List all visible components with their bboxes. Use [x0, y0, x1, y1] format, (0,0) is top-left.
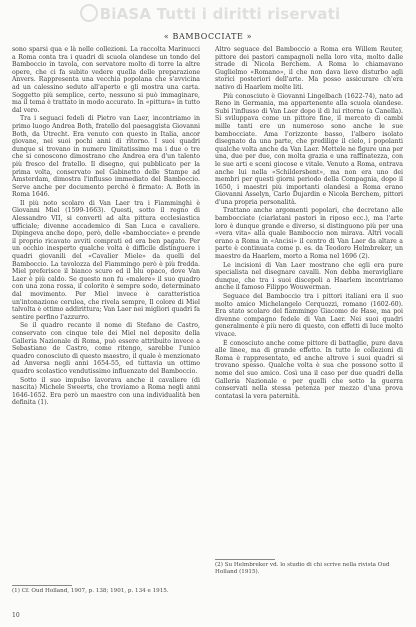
left-column [12, 46, 200, 407]
paragraph: Se il quadro recante il nome di Stefano de Castro, conservato con cinque tele dei Miel nel deposito della Galleria Nazionale di Roma, può essere attribuito invece a Sebastiano de Castro, come ritengo, sarebbe l'unico quadro conosciuto di questo maestro, il quale è menzionato ad Anversa negli anni 1654-55, ed tuttavia un ottimo quadro scolastico vendutissimo influenzato del Bamboccio. [12, 322, 200, 375]
paragraph: Trattano anche argomenti popolari, che decretano alle bambocciate (ciarlatani pastori in riposo ecc.), ma l'arte loro è dunque grande e diverso, si distinguono più per una «vera vita» alla quale Bamboccio non mirava. Altri vocali erano a Roma in «Ancisi» il centro di Van Laer da altare a parte è continuata come p. es. da Teodoro Helmbreker, un maestro da Haarlem, morto a Roma nel 1696 (2). [215, 207, 403, 261]
biasa-logo-icon [80, 4, 98, 22]
footnote-divider [12, 585, 72, 586]
paragraph: Sotto il suo impulso lavorava anche il cavaliere (di nascita) Michele Sweerts, che troviamo a Roma negli anni 1646-1652. Era però un maestro con una individualità ben definita (1). [12, 376, 200, 407]
paragraph: Più conosciuto è Giovanni Lingelbach (1622-74), nato ad Reno in Germania, ma appartenente alla scuola olandese. Subi l'influsso di Van Laer dopo il di lui ritorno (a Canella). Si sviluppava come un pittore fine, il mercato di cambi mille tanti ere un numeroso sono anche le sue bambocciate. Ama l'orizzonte basso, l'albero isolato disegnato da una parte, che predilige il cielo, i popolanti qualche volta anche da Van Laer. Mettele ne figure una per una, due per due, con molta grazia e una raffinatezza, con le sue arti e sceni giocose e vitale. Venuto a Roma, entrava anche lui nella «Schildersbent», ma non era uno dei membri per questi giorni periodo della Compagnia, dopo il 1650, i maestri più importanti olandesi a Roma erano Giovanni Asselyn, Carlo Dujardin e Nicola Berchem, pittori d'una propria personalità. [215, 92, 403, 206]
paragraph: Altro seguace del Bamboccio a Roma era Willem Reuter, pittore dei pastori campagnoli nella loro vita, molto dalle strade di Nicola Berchem. A Roma lo chiamavano Guglielmo «Romano», il che non dava lieve disturbo agli storici posteriori dell'arte. Ma posso assicurare ch'era nativo di Haarlem molte liti. [215, 46, 403, 91]
right-column [215, 46, 403, 400]
footnote-divider [215, 559, 275, 560]
paragraph: È conosciuto anche come pittore di battaglie, pure dava alle linee, ma di grande effetto. In tutte le collezioni di Roma è rappresentato, ed anche altrove i suoi quadri si trovano spesso. Qualche volta è sua che possono sotto il nome del suo amico. Così una il caso per due quadri della Galleria Nazionale e per quelli che sotto la guerra conservati nella stessa petenza per mezzo d'una prova contatasi la vera paternità. [215, 339, 403, 400]
running-header: « BAMBOCCIATE » [163, 32, 253, 41]
footnote-right: (2) Su Helmbreker vd. lo studio di chi scrive nella rivista Oud Holland (1915). [215, 562, 390, 575]
watermark [14, 4, 406, 23]
page-number: 10 [12, 612, 20, 619]
paragraph: Le incisioni di Van Laer mostrano che egli era pure specialista nel disegnare cavalli. Non debba meravigliare dunque, che tra i suoi discepoli a Haarlem incontriamo anche il famoso Filippo Wouwerman. [215, 261, 403, 292]
paragraph: Seguace del Bamboccio tra i pittori italiani era il suo molto amico Michelangelo Cerquozzi, romano (1602-60). Era stato scolaro del fiammingo Giacomo de Hase, ma poi divenne compagno fedele di Van Laer. Nei suoi quadri generalmente è più nero di questo, con effetti di luce molto vivace. [215, 293, 403, 338]
paragraph: sono sparsi qua e là nelle collezioni. La raccolta Marinucci a Roma conta tra i quadri di scuola olandese un tondo del Bamboccio in tavola, con servatore molto di torre la altre opere, che ci fa subito vedere quella delle preparazione Anvers. Rappresenta una vecchia popolana che s'avvicina ad un calessino seduto all'aperto e gli mostra una carta. Soggetto più semplice, certo, nessuno si può immaginare, ma il tema è trattato in modo accurato. In «pittura» in tutto dal vero. [12, 46, 200, 114]
watermark-text: BiASA Tutti i diritti riservati [99, 5, 341, 23]
footnote-left: (1) Cf. Oud Holland, 1907, p. 138; 1901, p. 134 e 1915. [12, 588, 169, 594]
paragraph: Il più noto scolaro di Van Laer tra i Fiamminghi è Giovanni Miel (1599-1663). Questi, sotto il regno di Alessandro VII, si convertì ad alta pittura ecclesiastica ufficiale; divenne accademico di San Luca e cavaliere. Dipingeva anche dopo, però, delle «bambocciate» e prende il proprio ricavato avviti comprati ed era ben pagato. Per un occhio inesperto qualche volta è difficile distinguere i quadri giovanili del «Cavalier Miele» da quelli del Bamboccio. La tavolozza del Fiammingo però è più fredda. Miel preferisce il bianco scuro ed il blu opaco, dove Van Laer è più caldo. Se questo non fu «malere» il suo quadro con una zona rossa, il colorito è sempre sodo, determinato dal movimento. Per Miel invece è caratteristica un'intonazione cerulea, che rivela sempre, Il colore di Miel talvolta è ottimo addirittura; Van Laer nei migliori quadri fa sentire perfino l'azzurro. [12, 199, 200, 321]
paragraph: Tra i seguaci fedeli di Pietro van Laer, incontriamo in primo luogo Andrea Both, fratello del paesaggista Giovanni Both, da Utrecht. Era venuto con questo in Italia, ancor giovane, nei suoi pochi anni di ritorno. I suoi quadri dunque si trovano in numero limitatissimo ma i due o tre che si conoscono dimostrano che Andrea era d'un talento più fresco del fratello. Il disegno, qui pubblicato per la prima volta, conservato nel Gabinetto delle Stampe ad Amsterdam, dimostra l'influsso immediato del Bamboccio. Serve anche per documento perché è firmato: A. Both in Roma 1646. [12, 115, 200, 199]
